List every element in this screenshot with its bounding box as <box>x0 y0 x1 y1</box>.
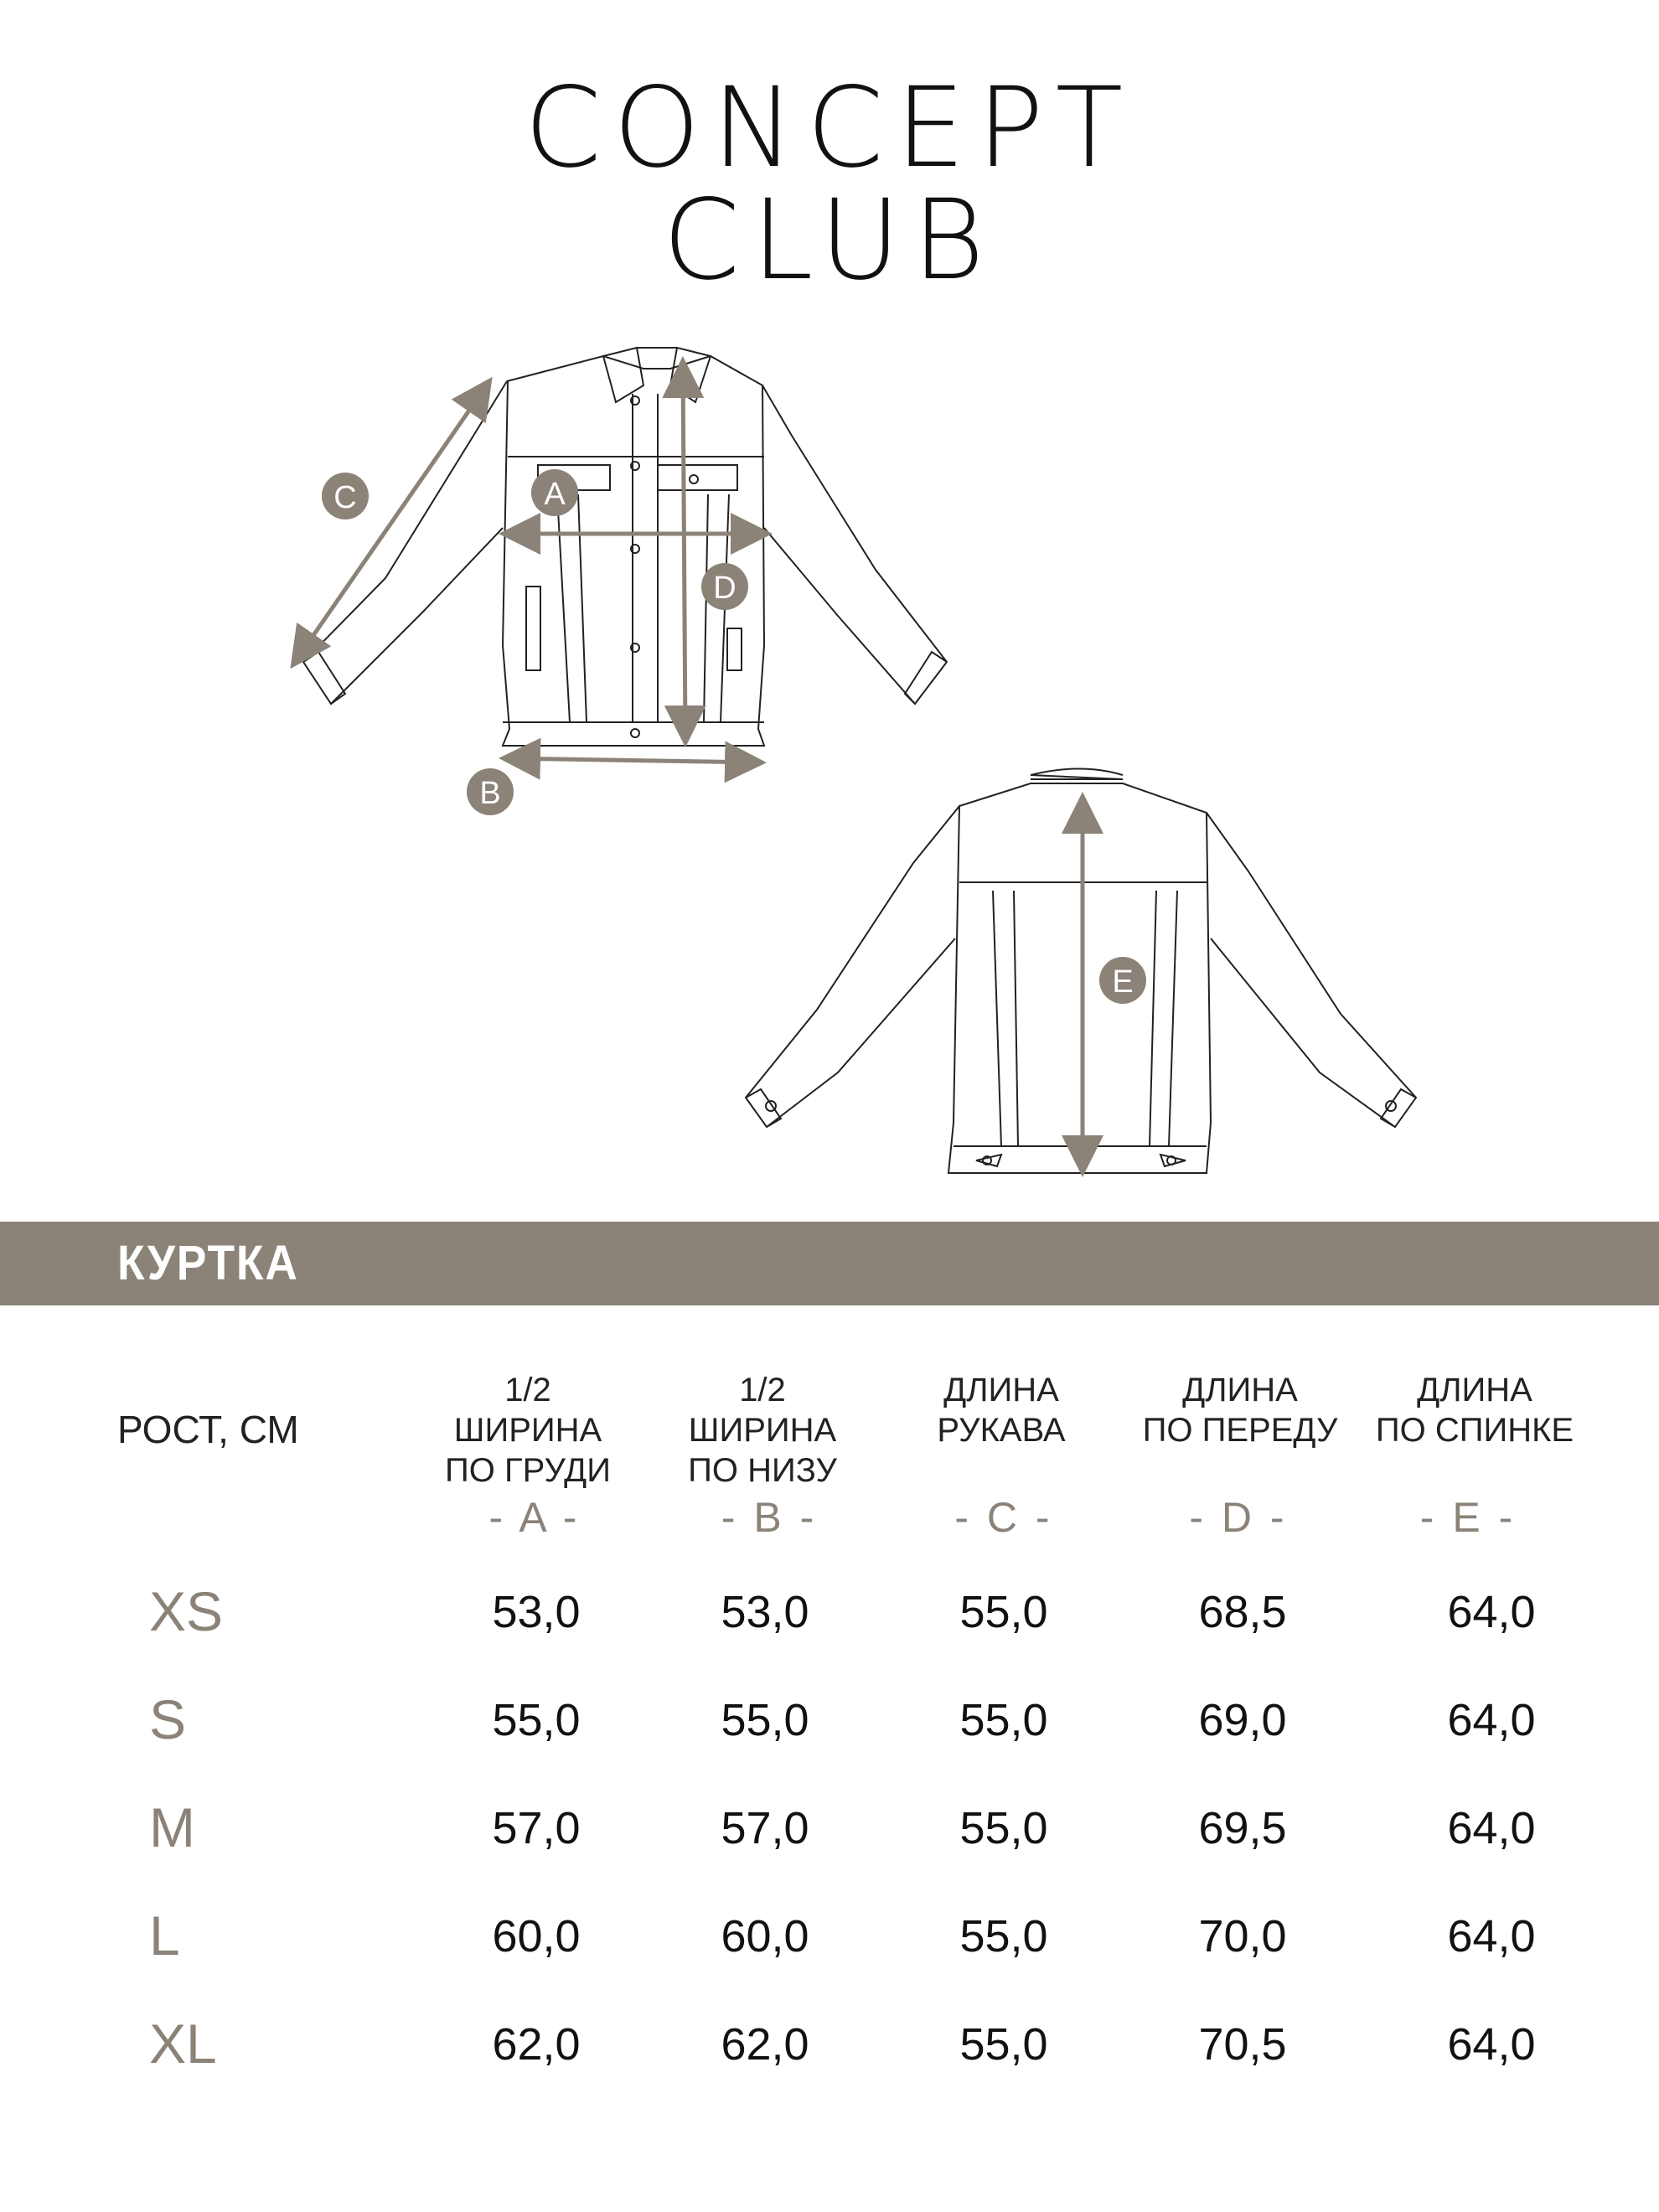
column-header-b <box>662 1370 863 1491</box>
marker-d <box>701 563 748 610</box>
column-header-a <box>427 1370 628 1491</box>
marker-b <box>467 768 514 815</box>
table-cell: 55,0 <box>959 2019 1048 2070</box>
svg-text:E: E <box>1112 964 1134 1000</box>
table-cell: 55,0 <box>959 1695 1048 1745</box>
column-code-a: - A - <box>488 1494 581 1541</box>
column-code-b: - B - <box>721 1494 818 1541</box>
column-header-a-line1: 1/2 ШИРИНА <box>453 1372 602 1449</box>
table-cell: 64,0 <box>1447 1695 1536 1745</box>
svg-text:D: D <box>713 571 736 606</box>
table-cell: 69,5 <box>1198 1803 1287 1853</box>
column-header-d-line2: ПО ПЕРЕДУ <box>1142 1412 1338 1449</box>
column-header-d <box>1140 1370 1341 1450</box>
table-cell: 53,0 <box>492 1587 581 1637</box>
table-cell: 62,0 <box>721 2019 809 2070</box>
column-header-e-line1: ДЛИНА <box>1417 1372 1532 1408</box>
front-measure-lines <box>295 364 764 762</box>
column-header-b-line1: 1/2 ШИРИНА <box>688 1372 837 1449</box>
column-header-d-line1: ДЛИНА <box>1182 1372 1298 1408</box>
column-header-b-line2: ПО НИЗУ <box>688 1452 837 1489</box>
measure-line-c <box>295 384 488 662</box>
column-header-c <box>901 1370 1102 1450</box>
measure-line-b <box>507 758 758 762</box>
table-cell: 68,5 <box>1198 1587 1287 1637</box>
table-cell: 70,0 <box>1198 1911 1287 1961</box>
table-cell: 62,0 <box>492 2019 581 2070</box>
column-header-c-line1: ДЛИНА <box>943 1372 1059 1408</box>
table-cell: 70,5 <box>1198 2019 1287 2070</box>
table-cell: 64,0 <box>1447 1911 1536 1961</box>
column-header-c-line2: РУКАВА <box>937 1412 1066 1449</box>
marker-e <box>1099 957 1146 1004</box>
svg-text:C: C <box>333 480 357 515</box>
front-jacket-sketch <box>303 348 947 746</box>
marker-a <box>531 469 578 516</box>
section-title: КУРТКА <box>117 1236 299 1290</box>
size-label: L <box>149 1904 180 1967</box>
table-cell: 64,0 <box>1447 2019 1536 2070</box>
size-label: M <box>149 1796 195 1858</box>
table-cell: 64,0 <box>1447 1587 1536 1637</box>
column-header-e <box>1374 1370 1575 1450</box>
table-cell: 57,0 <box>492 1803 581 1853</box>
table-cell: 55,0 <box>492 1695 581 1745</box>
table-cell: 55,0 <box>959 1803 1048 1853</box>
size-label: S <box>149 1688 187 1750</box>
table-cell: 69,0 <box>1198 1695 1287 1745</box>
section-banner <box>0 1222 1659 1305</box>
table-cell: 55,0 <box>721 1695 809 1745</box>
table-cell: 55,0 <box>959 1587 1048 1637</box>
table-cell: 60,0 <box>721 1911 809 1961</box>
marker-c <box>322 473 369 519</box>
size-label: XS <box>149 1580 224 1642</box>
brand-logo-line1: CONCEPT <box>524 64 1135 193</box>
measure-line-d <box>683 364 685 739</box>
table-cell: 64,0 <box>1447 1803 1536 1853</box>
size-label: XL <box>149 2013 217 2075</box>
table-cell: 53,0 <box>721 1587 809 1637</box>
table-cell: 57,0 <box>721 1803 809 1853</box>
svg-text:A: A <box>544 477 566 512</box>
brand-logo-line2: CLUB <box>662 176 997 305</box>
column-header-a-line2: ПО ГРУДИ <box>445 1452 611 1489</box>
table-cell: 55,0 <box>959 1911 1048 1961</box>
table-cell: 60,0 <box>492 1911 581 1961</box>
column-code-d: - D - <box>1189 1494 1288 1541</box>
column-header-e-line2: ПО СПИНКЕ <box>1375 1412 1574 1449</box>
column-code-e: - E - <box>1419 1494 1517 1541</box>
svg-text:B: B <box>479 776 501 811</box>
row-header: РОСТ, СМ <box>117 1408 299 1451</box>
column-code-c: - C - <box>954 1494 1053 1541</box>
